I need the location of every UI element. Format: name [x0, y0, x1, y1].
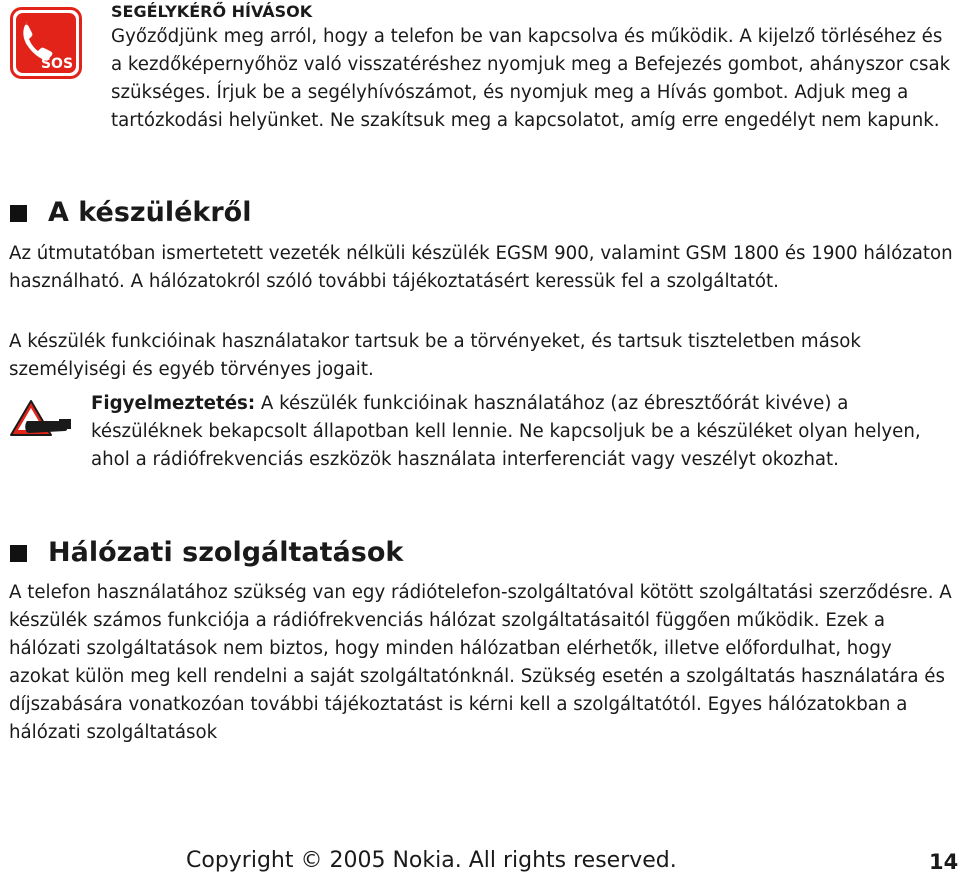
sos-phone-icon	[10, 7, 82, 79]
emergency-calls-section	[111, 2, 951, 135]
network-services-title	[10, 536, 403, 570]
about-device-title	[10, 196, 252, 230]
warning-hand-icon	[7, 397, 73, 439]
emergency-text: Győződjünk meg arról, hogy a telefon be van kapcsolva és működik. A kijelző törléséhez és a kezdőképernyőhöz való visszatéréshez nyomjuk meg a Befejezés gombot, ahányszor csak szükséges. Írjuk be a segélyhívószámot, és nyomjuk meg a Hívás gombot. Adjuk meg a tartózkodási helyünket. Ne szakítsuk meg a kapcsolatot, amíg erre engedélyt nem kapunk.	[111, 26, 951, 131]
page-number: 14	[929, 850, 959, 874]
square-bullet-icon	[10, 205, 27, 222]
emergency-heading: SEGÉLYKÉRŐ HÍVÁSOK	[111, 2, 313, 21]
square-bullet-icon	[10, 545, 27, 562]
about-paragraph-2: A készülék funkcióinak használatakor tartsuk be a törvényeket, és tartsuk tiszteletben mások személyiségi és egyéb törvényes jogait.	[9, 331, 861, 380]
about-paragraph-1: Az útmutatóban ismertetett vezeték nélküli készülék EGSM 900, valamint GSM 1800 és 1900 hálózaton használható. A hálózatokról szóló további tájékoztatásért keressük fel a szolgáltatót.	[9, 243, 953, 292]
sos-label: SOS	[40, 56, 74, 72]
network-services-title-text: Hálózati szolgáltatások	[48, 537, 404, 568]
about-device-title-text: A készülékről	[48, 197, 252, 228]
copyright-footer: Copyright © 2005 Nokia. All rights reserved.	[186, 848, 677, 873]
network-paragraph: A telefon használatához szükség van egy rádiótelefon-szolgáltatóval kötött szolgáltatási szerződésre. A készülék számos funkciója a rádiófrekvenciás hálózat szolgáltatásaitól függően működik. Ezek a hálózati szolgáltatások nem biztos, hogy minden hálózatban elérhetők, illetve előfordulhat, hogy azokat külön meg kell rendelni a saját szolgáltatónknál. Szükség esetén a szolgáltatás használatára és díjszabására vonatkozóan további tájékoztatást is kérni kell a szolgáltatótól. Egyes hálózatokban a hálózati szolgáltatások	[9, 582, 952, 743]
warning-text: A készülék funkcióinak használatához (az ébresztőórát kivéve) a készüléknek bekapcsolt állapotban kell lennie. Ne kapcsoljuk be a készüléket olyan helyen, ahol a rádiófrekvenciás eszközök használata interferenciát vagy veszélyt okozhat.	[91, 393, 921, 470]
warning-label: Figyelmeztetés:	[91, 393, 256, 414]
warning-paragraph	[91, 390, 951, 474]
